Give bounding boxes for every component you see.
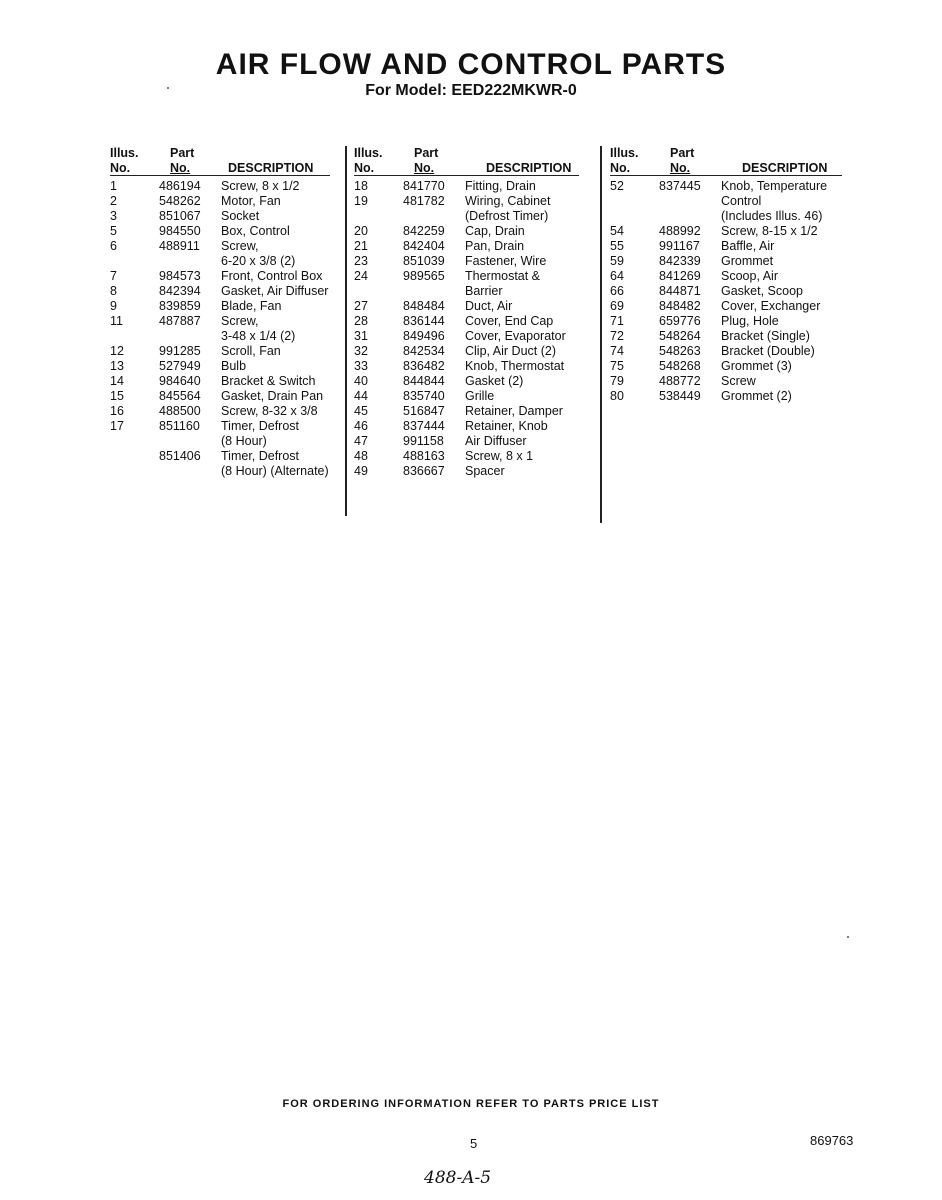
part-description: Socket xyxy=(221,209,260,223)
part-description: Grommet (3) xyxy=(721,359,792,373)
part-number: 488992 xyxy=(659,224,701,238)
illus-number: 31 xyxy=(354,329,368,343)
part-description: Blade, Fan xyxy=(221,299,282,313)
illus-number: 18 xyxy=(354,179,368,193)
table-row xyxy=(354,299,598,314)
part-number: 842339 xyxy=(659,254,701,268)
part-description: 3-48 x 1/4 (2) xyxy=(221,329,296,343)
illus-number: 49 xyxy=(354,464,368,478)
part-description: Box, Control xyxy=(221,224,290,238)
part-number: 481782 xyxy=(403,194,445,208)
table-row xyxy=(110,299,342,314)
table-row xyxy=(110,434,342,449)
table-row xyxy=(610,284,844,299)
table-row xyxy=(354,344,598,359)
part-description: Screw, 8 x 1 xyxy=(465,449,534,463)
part-number: 538449 xyxy=(659,389,701,403)
part-description: Grommet xyxy=(721,254,774,268)
illus-number: 13 xyxy=(110,359,124,373)
document-code: 869763 xyxy=(810,1133,854,1148)
table-row xyxy=(354,314,598,329)
illus-number: 5 xyxy=(110,224,117,238)
table-row xyxy=(110,329,342,344)
illus-number: 64 xyxy=(610,269,624,283)
part-description: Motor, Fan xyxy=(221,194,281,208)
part-description: Timer, Defrost xyxy=(221,419,300,433)
part-description: Timer, Defrost xyxy=(221,449,300,463)
illus-number: 28 xyxy=(354,314,368,328)
part-description: Scoop, Air xyxy=(721,269,778,283)
illus-number: 45 xyxy=(354,404,368,418)
parts-table-column-1 xyxy=(110,146,342,479)
part-number: 989565 xyxy=(403,269,445,283)
table-row xyxy=(354,404,598,419)
illus-number: 40 xyxy=(354,374,368,388)
part-number: 842259 xyxy=(403,224,445,238)
part-description: Thermostat & xyxy=(465,269,541,283)
part-number: 844871 xyxy=(659,284,701,298)
table-row xyxy=(354,449,598,464)
header-illus-no: No. xyxy=(110,161,131,175)
illus-number: 2 xyxy=(110,194,117,208)
part-description: Scroll, Fan xyxy=(221,344,281,358)
table-row xyxy=(110,419,342,434)
part-number: 837445 xyxy=(659,179,701,193)
table-row xyxy=(354,239,598,254)
part-number: 848482 xyxy=(659,299,701,313)
illus-number: 59 xyxy=(610,254,624,268)
header-underline xyxy=(610,175,842,176)
table-row xyxy=(354,359,598,374)
part-description: Screw, 8-15 x 1/2 xyxy=(721,224,818,238)
table-row xyxy=(110,239,342,254)
header-underline xyxy=(354,175,579,176)
header-illus-no: No. xyxy=(610,161,631,175)
table-row xyxy=(354,464,598,479)
table-row xyxy=(110,194,342,209)
part-number: 842394 xyxy=(159,284,201,298)
part-description: Cover, Evaporator xyxy=(465,329,566,343)
part-description: (8 Hour) (Alternate) xyxy=(221,464,329,478)
illus-number: 71 xyxy=(610,314,624,328)
part-number: 849496 xyxy=(403,329,445,343)
header-part-label: Part xyxy=(670,146,695,160)
part-description: Spacer xyxy=(465,464,505,478)
part-description: Grille xyxy=(465,389,495,403)
header-part-no: No. xyxy=(170,161,191,175)
illus-number: 6 xyxy=(110,239,117,253)
column-header xyxy=(354,146,598,176)
illus-number: 8 xyxy=(110,284,117,298)
part-description: Clip, Air Duct (2) xyxy=(465,344,556,358)
part-number: 548262 xyxy=(159,194,201,208)
illus-number: 19 xyxy=(354,194,368,208)
part-description: Barrier xyxy=(465,284,503,298)
illus-number: 66 xyxy=(610,284,624,298)
header-underline xyxy=(110,175,330,176)
illus-number: 47 xyxy=(354,434,368,448)
column-header xyxy=(610,146,844,176)
table-row xyxy=(354,434,598,449)
part-description: (Includes Illus. 46) xyxy=(721,209,823,223)
illus-number: 7 xyxy=(110,269,117,283)
part-description: Screw, xyxy=(221,239,259,253)
table-row xyxy=(110,179,342,194)
table-row xyxy=(610,374,844,389)
part-number: 837444 xyxy=(403,419,445,433)
table-row xyxy=(354,224,598,239)
table-row xyxy=(610,359,844,374)
column-header xyxy=(110,146,342,176)
table-row xyxy=(354,209,598,224)
illus-number: 21 xyxy=(354,239,368,253)
table-row xyxy=(610,239,844,254)
table-row xyxy=(354,194,598,209)
table-row xyxy=(610,209,844,224)
page-title: AIR FLOW AND CONTROL PARTS xyxy=(215,48,727,81)
scan-speck xyxy=(167,87,169,89)
table-row xyxy=(610,329,844,344)
model-subtitle: For Model: EED222MKWR-0 xyxy=(365,82,577,99)
part-number: 486194 xyxy=(159,179,201,193)
illus-number: 33 xyxy=(354,359,368,373)
part-number: 488500 xyxy=(159,404,201,418)
part-description: Gasket, Drain Pan xyxy=(221,389,324,403)
part-description: Knob, Thermostat xyxy=(465,359,565,373)
rows xyxy=(354,179,598,479)
part-description: Gasket (2) xyxy=(465,374,524,388)
column-divider xyxy=(345,146,347,516)
handwritten-note: 488-A-5 xyxy=(424,1168,492,1188)
part-number: 991158 xyxy=(403,434,444,448)
illus-number: 74 xyxy=(610,344,624,358)
illus-number: 55 xyxy=(610,239,624,253)
illus-number: 23 xyxy=(354,254,368,268)
parts-table-column-3 xyxy=(610,146,844,404)
table-row xyxy=(354,179,598,194)
illus-number: 27 xyxy=(354,299,368,313)
illus-number: 14 xyxy=(110,374,124,388)
table-row xyxy=(110,314,342,329)
part-number: 991285 xyxy=(159,344,201,358)
part-description: Fastener, Wire xyxy=(465,254,547,268)
header-description: DESCRIPTION xyxy=(742,161,828,175)
illus-number: 79 xyxy=(610,374,624,388)
part-description: Knob, Temperature xyxy=(721,179,828,193)
part-description: Cover, Exchanger xyxy=(721,299,821,313)
part-number: 487887 xyxy=(159,314,201,328)
header-illus-no: No. xyxy=(354,161,375,175)
illus-number: 16 xyxy=(110,404,124,418)
illus-number: 9 xyxy=(110,299,117,313)
part-number: 488163 xyxy=(403,449,445,463)
part-description: Air Diffuser xyxy=(465,434,527,448)
part-description: 6-20 x 3/8 (2) xyxy=(221,254,296,268)
table-row xyxy=(610,254,844,269)
table-row xyxy=(354,269,598,284)
part-number: 659776 xyxy=(659,314,701,328)
part-description: Cover, End Cap xyxy=(465,314,554,328)
part-number: 842404 xyxy=(403,239,445,253)
illus-number: 32 xyxy=(354,344,368,358)
part-description: Duct, Air xyxy=(465,299,513,313)
illus-number: 54 xyxy=(610,224,624,238)
table-row xyxy=(110,269,342,284)
table-row xyxy=(110,464,342,479)
rows xyxy=(110,179,342,479)
part-description: Bracket (Single) xyxy=(721,329,810,343)
part-description: Screw, xyxy=(221,314,259,328)
table-row xyxy=(354,284,598,299)
table-row xyxy=(110,449,342,464)
part-number: 488772 xyxy=(659,374,701,388)
header-part-no: No. xyxy=(670,161,691,175)
table-row xyxy=(110,224,342,239)
illus-number: 1 xyxy=(110,179,117,193)
table-row xyxy=(110,254,342,269)
part-number: 548268 xyxy=(659,359,701,373)
part-description: Bulb xyxy=(221,359,247,373)
table-row xyxy=(610,344,844,359)
scan-speck xyxy=(847,936,849,938)
table-row xyxy=(354,389,598,404)
illus-number: 75 xyxy=(610,359,624,373)
illus-number: 80 xyxy=(610,389,624,403)
table-row xyxy=(110,344,342,359)
part-number: 851406 xyxy=(159,449,201,463)
part-number: 841269 xyxy=(659,269,701,283)
column-divider xyxy=(600,146,602,523)
part-description: (8 Hour) xyxy=(221,434,267,448)
part-description: Baffle, Air xyxy=(721,239,775,253)
part-description: Screw xyxy=(721,374,756,388)
part-number: 851067 xyxy=(159,209,201,223)
illus-number: 46 xyxy=(354,419,368,433)
table-row xyxy=(354,419,598,434)
part-description: Front, Control Box xyxy=(221,269,323,283)
header-part-no: No. xyxy=(414,161,435,175)
illus-number: 17 xyxy=(110,419,124,433)
part-number: 851039 xyxy=(403,254,445,268)
part-number: 527949 xyxy=(159,359,201,373)
part-number: 851160 xyxy=(159,419,200,433)
part-number: 842534 xyxy=(403,344,445,358)
part-number: 836667 xyxy=(403,464,445,478)
part-number: 488911 xyxy=(159,239,200,253)
part-number: 836144 xyxy=(403,314,445,328)
illus-number: 3 xyxy=(110,209,117,223)
illus-number: 44 xyxy=(354,389,368,403)
part-number: 548264 xyxy=(659,329,701,343)
table-row xyxy=(110,374,342,389)
header-illus-label: Illus. xyxy=(610,146,639,160)
table-row xyxy=(110,404,342,419)
header-part-label: Part xyxy=(170,146,195,160)
parts-table-column-2 xyxy=(354,146,598,479)
table-row xyxy=(610,299,844,314)
header-description: DESCRIPTION xyxy=(228,161,314,175)
part-description: Pan, Drain xyxy=(465,239,525,253)
ordering-note: FOR ORDERING INFORMATION REFER TO PARTS PRICE LIST xyxy=(282,1098,660,1110)
part-description: Plug, Hole xyxy=(721,314,779,328)
table-row xyxy=(610,314,844,329)
table-row xyxy=(610,389,844,404)
page-number: 5 xyxy=(470,1136,478,1151)
part-description: Retainer, Knob xyxy=(465,419,548,433)
table-row xyxy=(610,179,844,194)
part-number: 836482 xyxy=(403,359,445,373)
part-description: Wiring, Cabinet xyxy=(465,194,551,208)
part-description: Screw, 8-32 x 3/8 xyxy=(221,404,318,418)
table-row xyxy=(610,224,844,239)
part-number: 548263 xyxy=(659,344,701,358)
header-part-label: Part xyxy=(414,146,439,160)
part-description: (Defrost Timer) xyxy=(465,209,549,223)
table-row xyxy=(354,374,598,389)
part-number: 845564 xyxy=(159,389,201,403)
table-row xyxy=(610,269,844,284)
illus-number: 15 xyxy=(110,389,124,403)
table-row xyxy=(354,329,598,344)
part-description: Bracket & Switch xyxy=(221,374,316,388)
part-number: 841770 xyxy=(403,179,445,193)
part-description: Control xyxy=(721,194,762,208)
illus-number: 11 xyxy=(110,314,123,328)
table-row xyxy=(110,209,342,224)
illus-number: 48 xyxy=(354,449,368,463)
table-row xyxy=(610,194,844,209)
part-description: Fitting, Drain xyxy=(465,179,536,193)
illus-number: 69 xyxy=(610,299,624,313)
part-number: 516847 xyxy=(403,404,445,418)
illus-number: 72 xyxy=(610,329,624,343)
part-number: 835740 xyxy=(403,389,445,403)
rows xyxy=(610,179,844,404)
header-illus-label: Illus. xyxy=(354,146,383,160)
part-description: Retainer, Damper xyxy=(465,404,563,418)
part-description: Grommet (2) xyxy=(721,389,792,403)
illus-number: 24 xyxy=(354,269,368,283)
illus-number: 52 xyxy=(610,179,624,193)
part-description: Gasket, Air Diffuser xyxy=(221,284,329,298)
illus-number: 20 xyxy=(354,224,368,238)
part-description: Gasket, Scoop xyxy=(721,284,803,298)
part-number: 984573 xyxy=(159,269,201,283)
part-number: 839859 xyxy=(159,299,201,313)
illus-number: 12 xyxy=(110,344,124,358)
part-number: 991167 xyxy=(659,239,700,253)
table-row xyxy=(110,389,342,404)
part-number: 984550 xyxy=(159,224,201,238)
table-row xyxy=(354,254,598,269)
header-illus-label: Illus. xyxy=(110,146,139,160)
part-description: Bracket (Double) xyxy=(721,344,815,358)
part-number: 848484 xyxy=(403,299,445,313)
part-description: Screw, 8 x 1/2 xyxy=(221,179,300,193)
table-row xyxy=(110,359,342,374)
header-description: DESCRIPTION xyxy=(486,161,572,175)
part-number: 984640 xyxy=(159,374,201,388)
table-row xyxy=(110,284,342,299)
part-description: Cap, Drain xyxy=(465,224,525,238)
part-number: 844844 xyxy=(403,374,445,388)
